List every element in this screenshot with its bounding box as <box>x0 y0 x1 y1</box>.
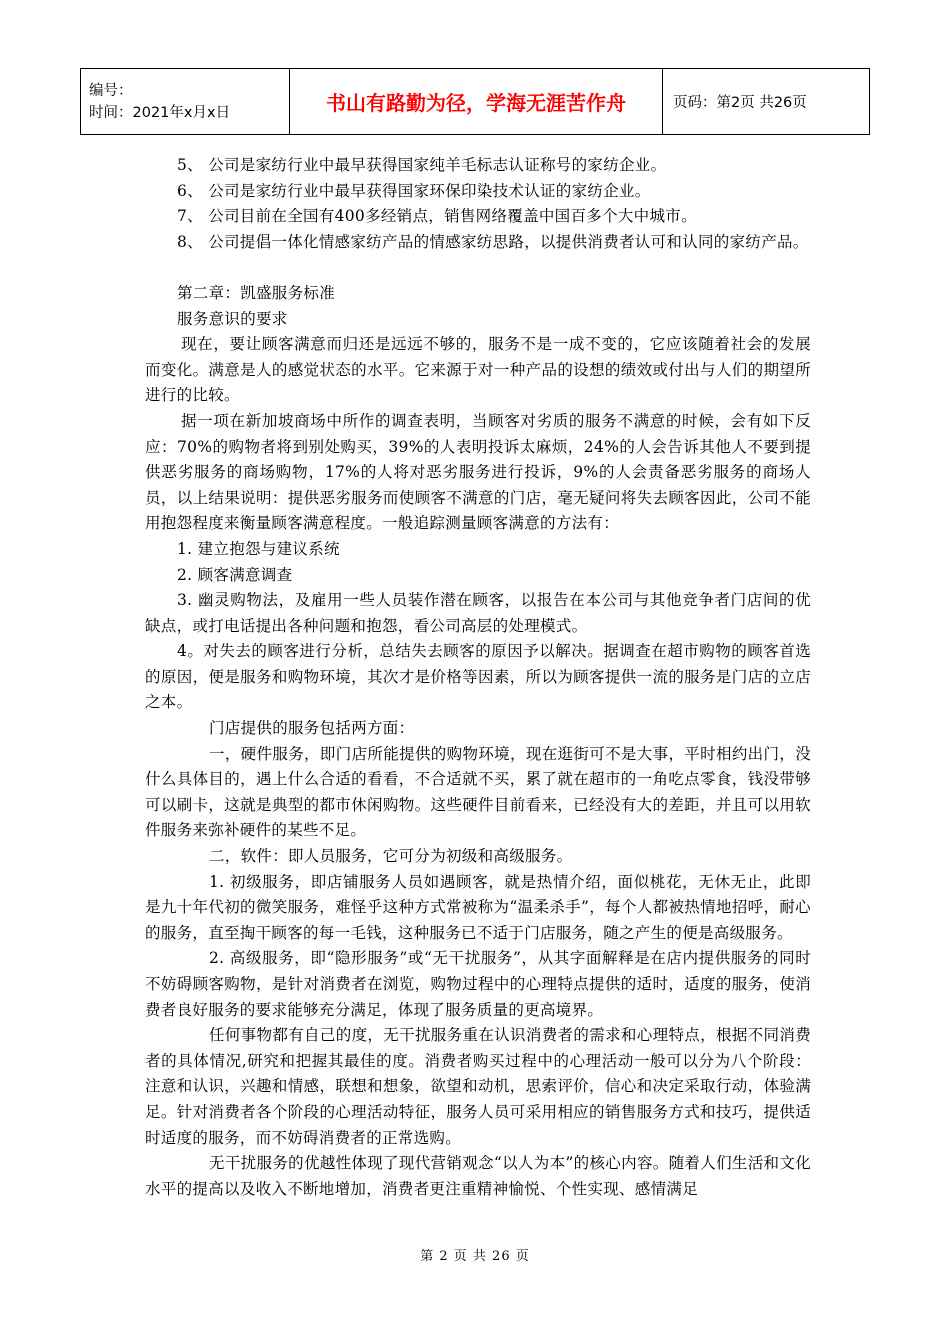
paragraph-spacer <box>145 255 811 281</box>
body-paragraph: 5、 公司是家纺行业中最早获得国家纯羊毛标志认证称号的家纺企业。 <box>177 156 667 174</box>
body-paragraph: 2. 顾客满意调查 <box>177 565 293 584</box>
document-number-label: 编号： <box>89 82 133 99</box>
body-paragraph: 任何事物都有自己的度，无干扰服务重在认识消费者的需求和心理特点，根据不同消费者的具体情况,研究和把握其最佳的度。消费者购买过程中的心理活动一般可以分为八个阶段：注意和认识，兴趣和情感，联想和想象，欲望和动机，思索评价，信心和决定采取行动，体验满足。针对消费者各个阶段的心理活动特征，服务人员可采用相应的销售服务方式和技巧，提供适时适度的服务，而不妨碍消费者的正常选购。 <box>145 1026 811 1147</box>
body-paragraph: 3. 幽灵购物法，及雇用一些人员装作潜在顾客，以报告在本公司与其他竞争者门店间的优缺点，或打电话提出各种问题和抱怨，看公司高层的处理模式。 <box>145 591 811 635</box>
body-paragraph: 二，软件：即人员服务，它可分为初级和高级服务。 <box>209 847 573 866</box>
body-paragraph: 1. 建立抱怨与建议系统 <box>177 539 340 558</box>
body-paragraph: 第二章：凯盛服务标准 <box>177 283 336 302</box>
body-paragraph: 1. 初级服务，即店铺服务人员如遇顾客，就是热情介绍，面似桃花，无休无止，此即是九十年代初的微笑服务，难怪乎这种方式常被称为“温柔杀手”，每个人都被热情地招呼，耐心的服务，直至掏干顾客的每一毛钱，这种服务已不适于门店服务，随之产生的便是高级服务。 <box>145 872 811 942</box>
body-paragraph: 服务意识的要求 <box>177 309 288 328</box>
header-page-info: 页码：第2页 共26页 <box>663 69 870 135</box>
body-paragraph: 一，硬件服务，即门店所能提供的购物环境，现在逛街可不是大事，平时相约出门，没什么具体目的，遇上什么合适的看看，不合适就不买，累了就在超市的一角吃点零食，钱没带够可以刷卡，这就是典型的都市休闲购物。这些硬件目前看来，已经没有大的差距，并且可以用软件服务来弥补硬件的某些不足。 <box>145 744 811 840</box>
document-header <box>80 68 870 135</box>
document-body <box>145 153 811 1202</box>
body-paragraph: 4。对失去的顾客进行分析，总结失去顾客的原因予以解决。据调查在超市购物的顾客首选的原因，便是服务和购物环境，其次才是价格等因素，所以为顾客提供一流的服务是门店的立店之本。 <box>145 642 811 712</box>
page-footer: 第 2 页 共 26 页 <box>420 1249 530 1264</box>
body-paragraph: 8、 公司提倡一体化情感家纺产品的情感家纺思路，以提供消费者认可和认同的家纺产品。 <box>177 232 809 251</box>
body-paragraph: 门店提供的服务包括两方面： <box>209 719 415 738</box>
body-paragraph: 现在，要让顾客满意而归还是远远不够的，服务不是一成不变的，它应该随着社会的发展而变化。满意是人的感觉状态的水平。它来源于对一种产品的设想的绩效或付出与人们的期望所进行的比较。 <box>145 335 811 405</box>
body-paragraph: 2. 高级服务，即“隐形服务”或“无干扰服务”，从其字面解释是在店内提供服务的同时不妨碍顾客购物，是针对消费者在浏览，购物过程中的心理特点提供的适时，适度的服务，使消费者良好服务的要求能够充分满足，体现了服务质量的更高境界。 <box>145 949 811 1019</box>
header-motto: 书山有路勤为径，学海无涯苦作舟 <box>290 69 663 135</box>
document-date-label: 时间：2021年x月x日 <box>89 104 231 121</box>
body-paragraph: 无干扰服务的优越性体现了现代营销观念“以人为本”的核心内容。随着人们生活和文化水平的提高以及收入不断地增加，消费者更注重精神愉悦、个性实现、感情满足 <box>145 1154 811 1198</box>
body-paragraph: 6、 公司是家纺行业中最早获得国家环保印染技术认证的家纺企业。 <box>177 181 651 200</box>
header-meta-cell <box>81 69 290 135</box>
body-paragraph: 据一项在新加坡商场中所作的调查表明，当顾客对劣质的服务不满意的时候，会有如下反应：70%的购物者将到别处购买，39%的人表明投诉太麻烦，24%的人会告诉其他人不要到提供恶劣服务的商场购物，17%的人将对恶劣服务进行投诉，9%的人会责备恶劣服务的商场人员，以上结果说明：提供恶劣服务而使顾客不满意的门店，毫无疑问将失去顾客因此，公司不能用抱怨程度来衡量顾客满意程度。一般追踪测量顾客满意的方法有： <box>145 411 811 533</box>
body-paragraph: 7、 公司目前在全国有400多经销点，销售网络覆盖中国百多个大中城市。 <box>177 207 697 226</box>
